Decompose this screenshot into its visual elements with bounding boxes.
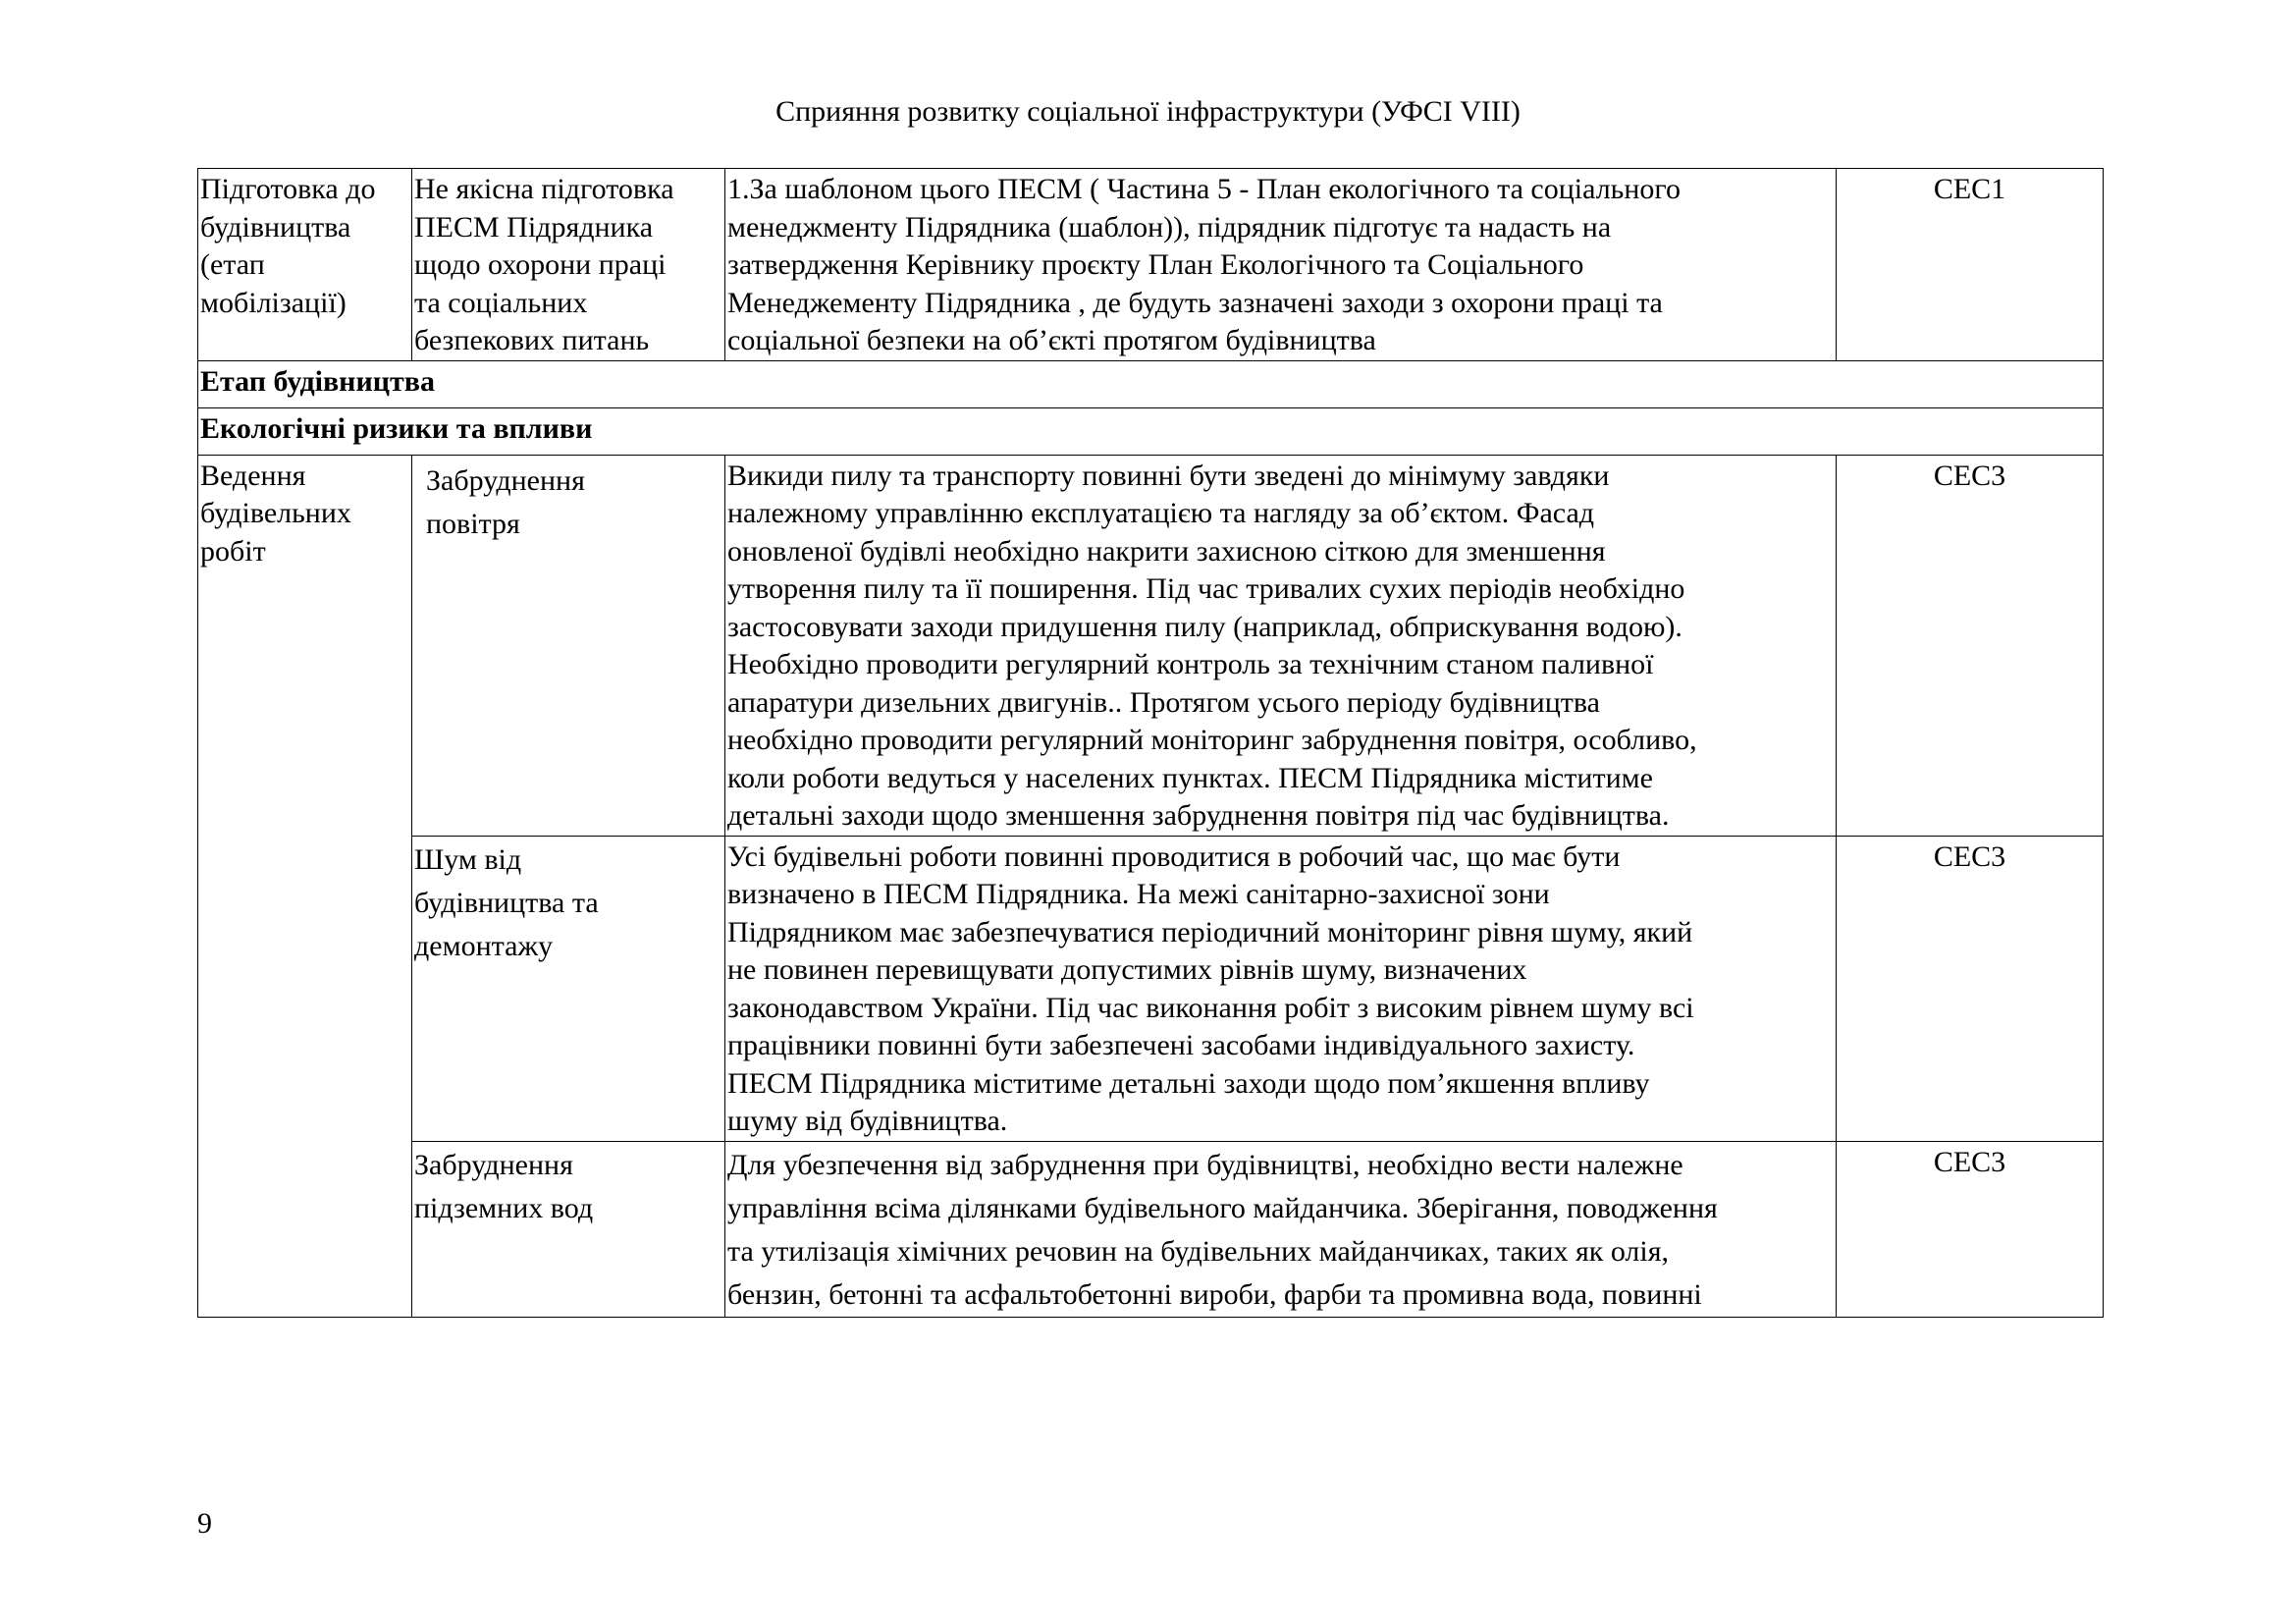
measures-cell <box>725 455 1837 836</box>
section-row <box>198 407 2104 455</box>
risk-cell <box>412 1141 725 1317</box>
risk-text: Не якісна підготовка ПЕСМ Підрядника щодо охорони праці та соціальних безпекових питань <box>414 173 674 356</box>
risk-cell <box>412 169 725 361</box>
section-row <box>198 360 2104 407</box>
code-cell <box>1837 169 2104 361</box>
code-cell <box>1837 455 2104 836</box>
risk-cell <box>412 836 725 1141</box>
page-number: 9 <box>197 1507 212 1540</box>
risk-text: Забруднення підземних вод <box>414 1148 594 1224</box>
measures-cell <box>725 836 1837 1141</box>
measures-cell <box>725 1141 1837 1317</box>
code-cell <box>1837 836 2104 1141</box>
page-header-title: Сприяння розвитку соціальної інфраструктури (УФСІ VIII) <box>775 95 1521 128</box>
stage-cell <box>198 455 412 1317</box>
table-row <box>198 836 2104 1141</box>
code-text: СЕС3 <box>1933 459 2006 492</box>
esmp-measures-table <box>197 168 2104 1318</box>
risk-text: Шум від будівництва та демонтажу <box>414 842 599 962</box>
measures-text: Викиди пилу та транспорту повинні бути зведені до мінімуму завдяки належному управлінню експлуатацією та нагляду за об’єктом. Фасад оновленої будівлі необхідно накрити захисною сіткою для зменшення утворення пилу та її поширення. Під час тривалих сухих періодів необхідно застосовувати заходи придушення пилу (наприклад, обприскування водою). Необхідно проводити регулярний контроль за технічним станом паливної апаратури дизельних двигунів.. Протягом усього періоду будівництва необхідно проводити регулярний моніторинг забруднення повітря, особливо, коли роботи ведуться у населених пунктах. ПЕСМ Підрядника міститиме детальні заходи щодо зменшення забруднення повітря під час будівництва. <box>727 459 1697 832</box>
table-row <box>198 455 2104 836</box>
code-text: СЕС3 <box>1933 1145 2006 1178</box>
section-construction-stage: Етап будівництва <box>198 360 2104 407</box>
measures-cell <box>725 169 1837 361</box>
section-environmental-risks: Екологічні ризики та впливи <box>198 407 2104 455</box>
code-text: СЕС3 <box>1933 839 2006 873</box>
stage-cell <box>198 169 412 361</box>
table-row <box>198 1141 2104 1317</box>
code-text: СЕС1 <box>1933 173 2006 205</box>
measures-text: 1.За шаблоном цього ПЕСМ ( Частина 5 - План екологічного та соціального менеджменту Підрядника (шаблон)), підрядник підготує та надасть на затвердження Керівнику проєкту План Екологічного та Соціального Менеджементу Підрядника , де будуть зазначені заходи з охорони праці та соціальної безпеки на об’єкті протягом будівництва <box>727 173 1681 356</box>
table-row <box>198 169 2104 361</box>
measures-text: Для убезпечення від забруднення при будівництві, необхідно вести належне управління всіма ділянками будівельного майданчика. Зберігання, поводження та утилізація хімічних речовин на будівельних майданчиках, таких як олія, бензин, бетонні та асфальтобетонні вироби, фарби та промивна вода, повинні <box>727 1148 1718 1311</box>
stage-text: Підготовка до будівництва (етап мобілізації) <box>200 173 376 319</box>
risk-text: Забруднення повітря <box>426 463 585 540</box>
risk-cell <box>412 455 725 836</box>
stage-text: Ведення будівельних робіт <box>200 459 351 568</box>
measures-text: Усі будівельні роботи повинні проводитися в робочий час, що має бути визначено в ПЕСМ Підрядника. На межі санітарно-захисної зони Підрядником має забезпечуватися періодичний моніторинг рівня шуму, який не повинен перевищувати допустимих рівнів шуму, визначених законодавством України. Під час виконання робіт з високим рівнем шуму всі працівники повинні бути забезпечені засобами індивідуального захисту. ПЕСМ Підрядника міститиме детальні заходи щодо пом’якшення впливу шуму від будівництва. <box>727 839 1694 1137</box>
code-cell <box>1837 1141 2104 1317</box>
